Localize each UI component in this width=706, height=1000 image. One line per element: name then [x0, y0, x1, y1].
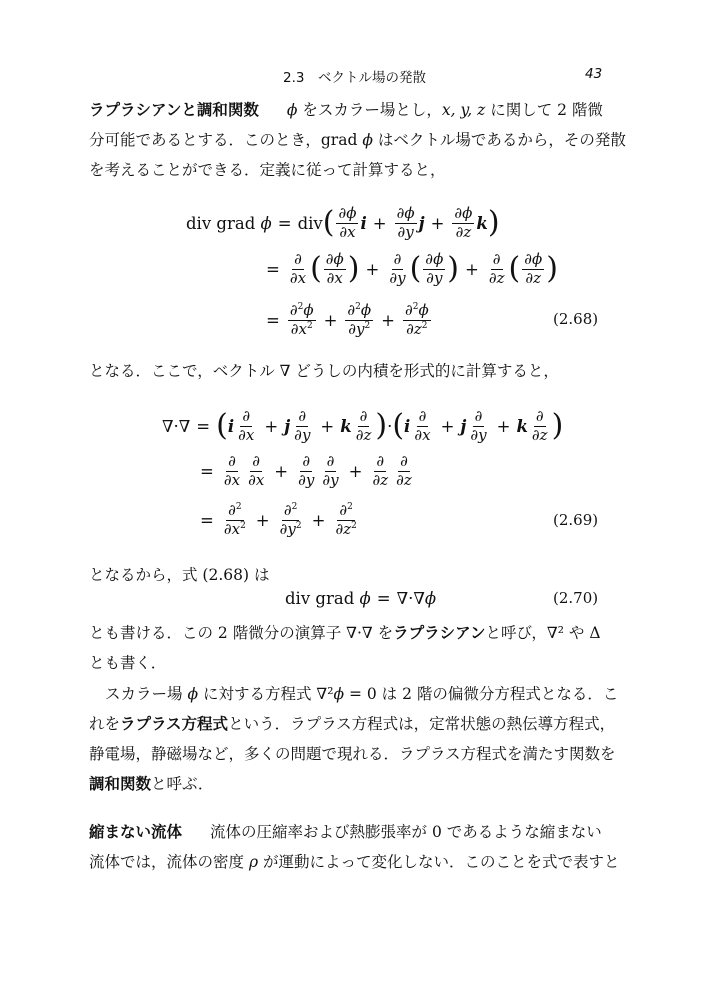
text-span: 流体の圧縮率および熱膨張率が 0 であるような縮まない	[210, 823, 602, 841]
text-line: 静電場，静磁場など，多くの問題で現れる．ラプラス方程式を満たす関数を	[89, 745, 616, 763]
text-span: と呼ぶ．	[151, 775, 214, 793]
text-line	[89, 709, 619, 739]
text-span: 流体では，流体の密度	[89, 853, 245, 871]
text-span: はベクトル場であるから，その発散	[377, 131, 626, 149]
equation-number: (2.68)	[553, 310, 599, 328]
paragraph-heading: 縮まない流体	[89, 823, 183, 841]
equation-2-68-line-3: = $\frac{\partial^2\phi}{\partial x^2}$ + $\frac{\partial^2\phi}{\partial y^2}$ + $\frac{\partial^2\phi}{\partial z^2}$	[266, 300, 429, 338]
text-line	[89, 817, 619, 847]
text-span: に関して 2 階微	[490, 101, 603, 119]
equation-2-69-line-1: ∇·∇ = ( i $\frac{\partial}{\partial x}$ + j $\frac{\partial}{\partial y}$ + k $\frac{\partial}{\partial z}$ ) · ( i $\frac{\partial}{\partial x}$ + j $\frac{\partial}{\partial y}$ + k $\frac{\partial}{\partial z}$ )	[162, 406, 564, 444]
phi-symbol: ϕ	[187, 685, 199, 703]
paragraph-laplace-equation	[89, 679, 619, 799]
text-line: とも書く．	[89, 654, 167, 672]
paragraph-heading: ラプラシアンと調和関数	[89, 101, 259, 119]
text-span: と呼び，∇² や Δ	[485, 624, 601, 642]
equation-2-69-line-2: = $\frac{\partial}{\partial x}$ $\frac{\partial}{\partial x}$ + $\frac{\partial}{\partial y}$ $\frac{\partial}{\partial y}$ + $\frac{\partial}{\partial z}$ $\frac{\partial}{\partial z}$	[200, 451, 412, 489]
term-laplacian: ラプラシアン	[393, 624, 486, 642]
eq-rhs: ∇·∇	[396, 588, 425, 608]
term-harmonic-function: 調和関数	[89, 775, 152, 793]
text-span: れを	[89, 715, 121, 733]
text-line: となる．ここで，ベクトル ∇ どうしの内積を形式的に計算すると，	[89, 362, 559, 380]
text-line: となるから，式 (2.68) は	[89, 566, 270, 584]
equation-2-68-line-1: div grad ϕ = div ( $\frac{\partial\phi}{\partial x}$ i + $\frac{\partial\phi}{\partial y}$ j + $\frac{\partial\phi}{\partial z}$ k )	[186, 203, 500, 241]
text-line: を考えることができる．定義に従って計算すると，	[89, 161, 446, 179]
text-span: に対する方程式 ∇²	[202, 685, 334, 703]
text-line	[89, 95, 619, 125]
vars-xyz: x, y, z	[441, 101, 486, 119]
eq-lhs: div grad	[285, 588, 355, 608]
phi-symbol: ϕ	[333, 685, 345, 703]
text-line	[89, 618, 619, 648]
rho-symbol: ρ	[248, 853, 259, 871]
text-span: という．ラプラス方程式は，定常状態の熱伝導方程式，	[228, 715, 616, 733]
text-line	[89, 679, 619, 709]
text-line	[89, 847, 619, 877]
text-line	[89, 125, 626, 155]
paragraph-laplacian-intro	[89, 95, 626, 185]
text-span: 分可能であるとする．このとき，grad	[89, 131, 358, 149]
page-number: 43	[585, 66, 603, 82]
term-laplace-equation: ラプラス方程式	[120, 715, 229, 733]
paragraph-incompressible-fluid	[89, 817, 619, 877]
paragraph-nabla-product	[89, 356, 619, 386]
text-span: をスカラー場とし，	[302, 101, 442, 119]
phi-symbol: ϕ	[286, 101, 298, 119]
equation-number: (2.70)	[553, 589, 599, 607]
text-span: = 0 は 2 階の偏微分方程式となる．こ	[348, 685, 619, 703]
text-line	[89, 769, 619, 799]
equation-2-70: div grad ϕ = ∇·∇ ϕ	[285, 588, 437, 608]
section-title: 2.3 ベクトル場の発散	[283, 70, 426, 86]
equation-2-69-line-3: = $\frac{\partial^2}{\partial x^2}$ + $\frac{\partial^2}{\partial y^2}$ + $\frac{\partial^2}{\partial z^2}$	[200, 500, 357, 538]
text-span: スカラー場	[105, 685, 183, 703]
text-span: が運動によって変化しない．このことを式で表すと	[263, 853, 620, 871]
paragraph-laplacian-def	[89, 618, 619, 678]
text-span: とも書ける．この 2 階微分の演算子 ∇·∇ を	[89, 624, 394, 642]
equation-2-68-line-2: = $\frac{\partial}{\partial x}$ ( $\frac{\partial\phi}{\partial x}$ ) + $\frac{\partial}{\partial y}$ ( $\frac{\partial\phi}{\partial y}$ ) + $\frac{\partial}{\partial z}$ ( $\frac{\partial\phi}{\partial z}$ )	[266, 249, 558, 287]
phi-symbol: ϕ	[362, 131, 373, 149]
equation-number: (2.69)	[553, 511, 599, 529]
page-header	[0, 66, 706, 86]
